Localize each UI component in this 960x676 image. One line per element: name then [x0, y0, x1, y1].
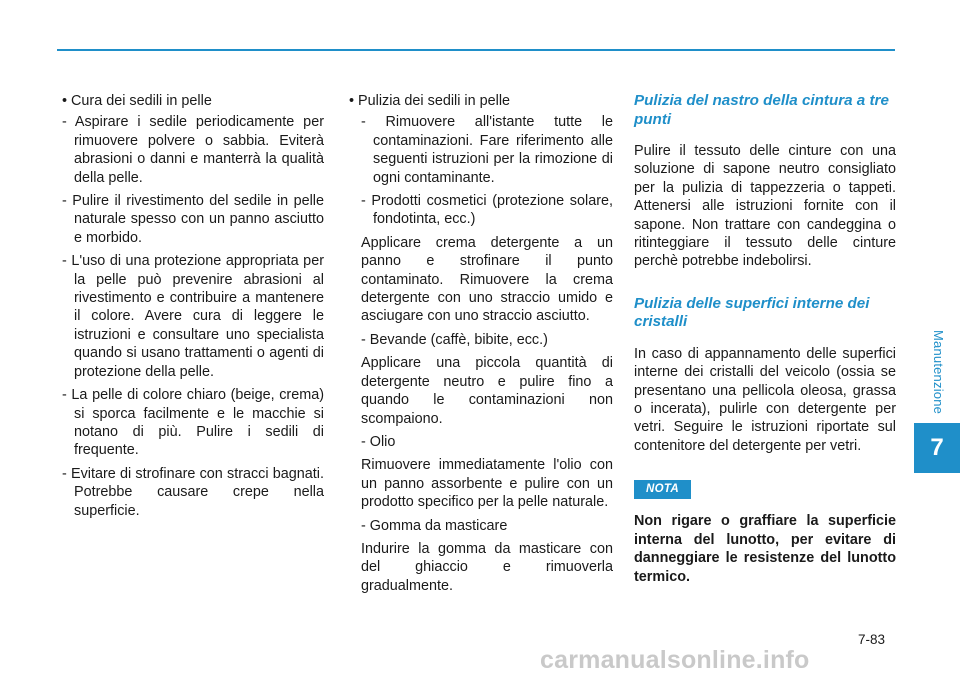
list-item: - Evitare di strofinare con stracci bagnati. Potrebbe causare crepe nella superficie. — [62, 465, 324, 519]
list-item: - Aspirare i sedile periodicamente per rimuovere polvere o sabbia. Eviterà abrasioni o danni e manterrà la qualità della pelle. — [62, 114, 324, 186]
list-item: - Pulire il rivestimento del sedile in pelle naturale spesso con un panno asciutto e morbido. — [62, 193, 324, 246]
header-rule — [57, 49, 895, 51]
watermark: carmanualsonline.info — [540, 646, 810, 674]
paragraph: In caso di appannamento delle superfici interne dei cristalli del veicolo (ossia se presentano una pellicola oleosa, grassa o incerata), pulirle con detergente per vetri. Seguire le istruzioni riportate sul contenitore del detergente per vetri. — [634, 345, 896, 454]
note-badge: NOTA — [634, 480, 691, 499]
list-item: - Rimuovere all'istante tutte le contaminazioni. Fare riferimento alle seguenti istruzioni per la rimozione di ogni contaminante. — [361, 114, 613, 186]
bullet-heading: • Pulizia dei sedili in pelle — [349, 93, 511, 109]
list-item-detail: Applicare crema detergente a un panno e strofinare il punto contaminato. Rimuovere la crema detergente con uno straccio umido e asciugare con uno straccio asciutto. — [361, 234, 613, 325]
list-item: - L'uso di una protezione appropriata per la pelle può prevenire abrasioni al rivestimento e contribuire a mantenere il colore. Avere cura di leggere le istruzioni e consultare uno specialista quando si usano trattamenti o agenti di protezione della pelle. — [62, 253, 324, 380]
list-item: - Prodotti cosmetici (protezione solare, fondotinta, ecc.) — [361, 193, 613, 228]
list-item-detail: Indurire la gomma da masticare con del ghiaccio e rimuoverla gradualmente. — [361, 540, 613, 594]
list-item: - Olio — [361, 433, 396, 450]
list-item-detail: Applicare una piccola quantità di detergente neutro e pulire fino a quando le contaminazioni non scompaiono. — [361, 355, 613, 427]
page-number: 7-83 — [858, 632, 886, 647]
list-item: - Gomma da masticare — [361, 517, 508, 534]
list-item: - La pelle di colore chiaro (beige, crema) si sporca facilmente e le macchie si notano di più. Pulire i sedili di frequente. — [62, 387, 324, 459]
section-heading: Pulizia delle superfici interne dei cristalli — [634, 294, 870, 331]
list-item-detail: Rimuovere immediatamente l'olio con un panno assorbente e pulire con un prodotto specifico per la pelle naturale. — [361, 457, 613, 511]
list-item: - Bevande (caffè, bibite, ecc.) — [361, 331, 548, 348]
column-belts-glass — [634, 92, 896, 586]
note-text: Non rigare o graffiare la superficie interna del lunotto, per evitare di danneggiare le resistenze del lunotto termico. — [634, 513, 896, 585]
paragraph: Pulire il tessuto delle cinture con una soluzione di sapone neutro consigliato per la pulizia di tappezzeria o tappeti. Attenersi alle istruzioni fornite con il sapone. Non trattare con candeggina o ritinteggiare il tessuto delle cinture perchè potrebbe indebolirsi. — [634, 143, 896, 270]
chapter-tab: 7 — [914, 423, 960, 473]
section-heading: Pulizia del nastro della cintura a tre punti — [634, 92, 889, 128]
bullet-heading: • Cura dei sedili in pelle — [62, 93, 212, 109]
column-leather-care — [62, 92, 324, 525]
column-leather-cleaning — [349, 92, 613, 600]
section-side-label: Manutenzione — [931, 330, 946, 415]
